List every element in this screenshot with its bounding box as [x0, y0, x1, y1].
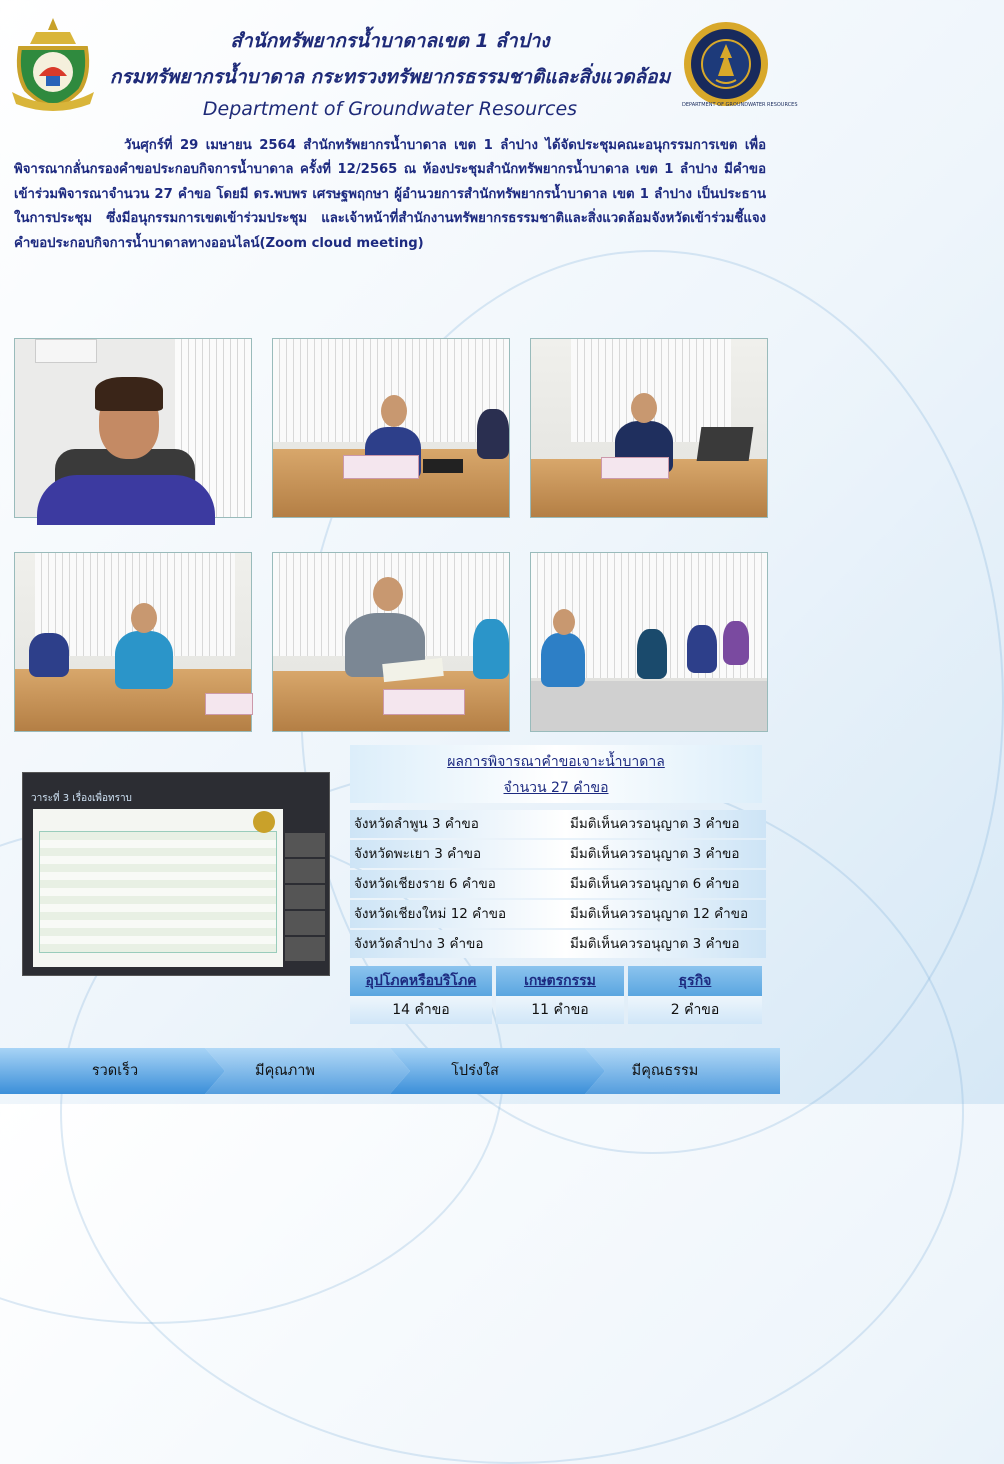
results-title: ผลการพิจารณาคำขอเจาะน้ำบาดาล	[447, 754, 665, 770]
results-decision: มีมติเห็นควรอนุญาต 6 คำขอ	[566, 870, 766, 898]
footer-value-quality: มีคุณภาพ	[255, 1063, 315, 1079]
results-province: จังหวัดพะเยา 3 คำขอ	[350, 840, 566, 868]
photo-committee-member-2	[530, 338, 768, 518]
results-province: จังหวัดเชียงใหม่ 12 คำขอ	[350, 900, 566, 928]
photo-committee-member-3	[14, 552, 252, 732]
category-label-consumption: อุปโภคหรือบริโภค	[350, 966, 492, 996]
results-province: จังหวัดเชียงราย 6 คำขอ	[350, 870, 566, 898]
results-decision: มีมติเห็นควรอนุญาต 3 คำขอ	[566, 840, 766, 868]
category-label-business: ธุรกิจ	[628, 966, 762, 996]
header-ministry-name: กรมทรัพยากรน้ำบาดาล กระทรวงทรัพยากรธรรมชาติและสิ่งแวดล้อม	[109, 66, 671, 88]
results-header	[350, 745, 762, 803]
results-province: จังหวัดลำปาง 3 คำขอ	[350, 930, 566, 958]
zoom-meeting-screen-photo	[22, 772, 330, 976]
footer-value-ethics: มีคุณธรรม	[631, 1063, 699, 1079]
values-footer	[0, 1048, 780, 1094]
results-decision: มีมติเห็นควรอนุญาต 12 คำขอ	[566, 900, 766, 928]
intro-paragraph: วันศุกร์ที่ 29 เมษายน 2564 สำนักทรัพยากรน้ำบาดาล เขต 1 ลำปาง ได้จัดประชุมคณะอนุกรรมการเขต เพื่อพิจารณากลั่นกรองคำขอประกอบกิจการน้ำบาดาล ครั้งที่ 12/2565 ณ ห้องประชุมสำนักทรัพยากรน้ำบาดาล เขต 1 ลำปาง มีคำขอเข้าร่วมพิจารณาจำนวน 27 คำขอ โดยมี ดร.พบพร เศรษฐพฤกษา ผู้อำนวยการสำนักทรัพยากรน้ำบาดาล เขต 1 ลำปาง เป็นประธานในการประชุม ซึ่งมีอนุกรรมการเขตเข้าร่วมประชุม และเจ้าหน้าที่สำนักงานทรัพยากรธรรมชาติและสิ่งแวดล้อมจังหวัดเข้าร่วมชี้แจงคำขอประกอบกิจการน้ำบาดาลทางออนไลน์(Zoom cloud meeting)	[14, 138, 766, 251]
footer-value-transparent: โปร่งใส	[451, 1063, 499, 1079]
results-count: จำนวน 27 คำขอ	[503, 780, 609, 796]
category-label-agriculture: เกษตรกรรม	[496, 966, 624, 996]
category-value-consumption: 14 คำขอ	[350, 996, 492, 1024]
screen-agenda-label: วาระที่ 3 เรื่องเพื่อทราบ	[31, 793, 132, 804]
footer-value-fast: รวดเร็ว	[91, 1063, 139, 1079]
office-emblem-logo	[6, 14, 100, 114]
header-office-name: สำนักทรัพยากรน้ำบาดาลเขต 1 ลำปาง	[230, 30, 550, 52]
results-decision: มีมติเห็นควรอนุญาต 3 คำขอ	[566, 930, 766, 958]
photo-committee-member-4	[272, 552, 510, 732]
photo-committee-member-1	[272, 338, 510, 518]
category-value-business: 2 คำขอ	[628, 996, 762, 1024]
results-province: จังหวัดลำพูน 3 คำขอ	[350, 810, 566, 838]
photo-provincial-officials	[530, 552, 768, 732]
logo-ring-text: DEPARTMENT OF GROUNDWATER RESOURCES	[682, 102, 798, 108]
photo-chairperson-online	[14, 338, 252, 518]
results-decision: มีมติเห็นควรอนุญาต 3 คำขอ	[566, 810, 766, 838]
department-groundwater-logo	[682, 14, 798, 114]
category-value-agriculture: 11 คำขอ	[496, 996, 624, 1024]
header-department-english: Department of Groundwater Resources	[202, 98, 578, 120]
